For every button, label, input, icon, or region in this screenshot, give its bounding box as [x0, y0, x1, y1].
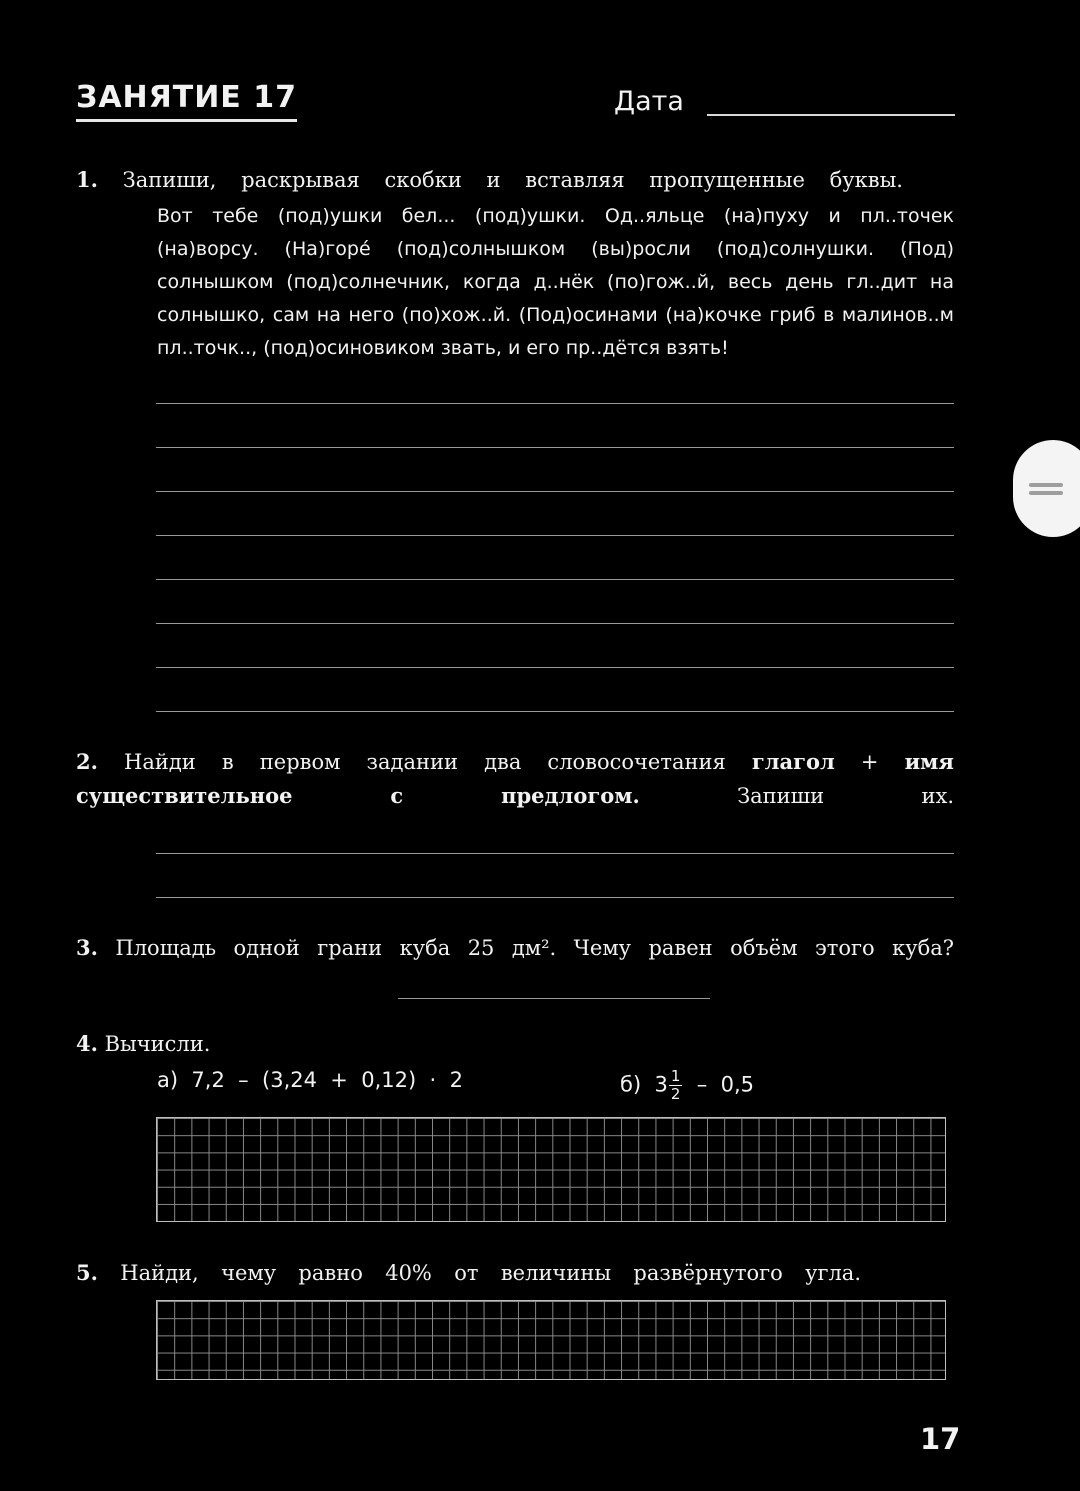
fraction-numerator: 1 — [670, 1067, 681, 1085]
task-2-number: 2. — [76, 749, 98, 774]
task-5-question: Найди, чему равно 40% от величины развёрнутого угла. — [120, 1261, 861, 1285]
task-2-text-b: Запиши их. — [737, 784, 954, 808]
task-5-text — [76, 1256, 861, 1290]
answer-line — [156, 491, 954, 492]
answer-line — [156, 579, 954, 580]
task-2-text — [76, 745, 954, 813]
answer-line — [156, 623, 954, 624]
task-1-instruction-text: Запиши, раскрывая скобки и вставляя пропущенные буквы. — [122, 168, 903, 192]
task-4-instruction — [76, 1027, 210, 1061]
answer-line — [156, 403, 954, 404]
date-input-line — [707, 114, 955, 116]
side-scroll-handle[interactable] — [1013, 440, 1080, 537]
answer-line — [156, 853, 954, 854]
task-1-instruction — [76, 163, 903, 197]
task-4-expression-b — [620, 1068, 754, 1103]
task-3-question: Площадь одной грани куба 25 дм². Чему равен объём этого куба? — [115, 936, 954, 960]
lesson-title: ЗАНЯТИЕ 17 — [76, 80, 297, 122]
task-4-instruction-text: Вычисли. — [104, 1032, 211, 1056]
expression-b-suffix: – 0,5 — [683, 1072, 755, 1097]
task-4-grid — [156, 1117, 946, 1222]
answer-line — [156, 447, 954, 448]
task-1-number: 1. — [76, 167, 98, 192]
task-2-text-a: Найди в первом задании два словосочетания — [124, 750, 726, 774]
answer-line — [156, 667, 954, 668]
answer-line — [156, 897, 954, 898]
task-4-number: 4. — [76, 1031, 98, 1056]
task-3-number: 3. — [76, 935, 98, 960]
fraction-one-half — [669, 1068, 683, 1103]
task-3-answer-line — [398, 998, 710, 999]
answer-line — [156, 535, 954, 536]
task-5-grid — [156, 1300, 946, 1380]
task-4-expression-a: а) 7,2 – (3,24 + 0,12) · 2 — [157, 1068, 463, 1092]
task-2-bold-a: глагол — [751, 749, 835, 774]
expression-b-prefix: б) 3 — [620, 1072, 668, 1097]
task-2-plus: + — [860, 750, 879, 774]
page-number: 17 — [920, 1422, 961, 1456]
answer-line — [156, 711, 954, 712]
task-1-text: Вот тебе (под)ушки бел... (под)ушки. Од..яльце (на)пуху и пл..точек (на)ворсу. (На)горé (под)солнышком (вы)росли (под)солнушки. (Под) солнышком (под)солнечник, когда д..нёк (по)гож..й, весь день гл..дит на солнышко, сам на него (по)хож..й. (Под)осинами (на)кочке гриб в малинов..м пл..точк.., (под)осиновиком звать, и его пр..дётся взять! — [157, 205, 954, 359]
task-3-text — [76, 931, 954, 965]
fraction-denominator: 2 — [670, 1085, 681, 1103]
task-2-bold-b: имя существительное с предлогом. — [76, 749, 954, 808]
date-label: Дата — [614, 86, 684, 117]
task-5-number: 5. — [76, 1260, 98, 1285]
